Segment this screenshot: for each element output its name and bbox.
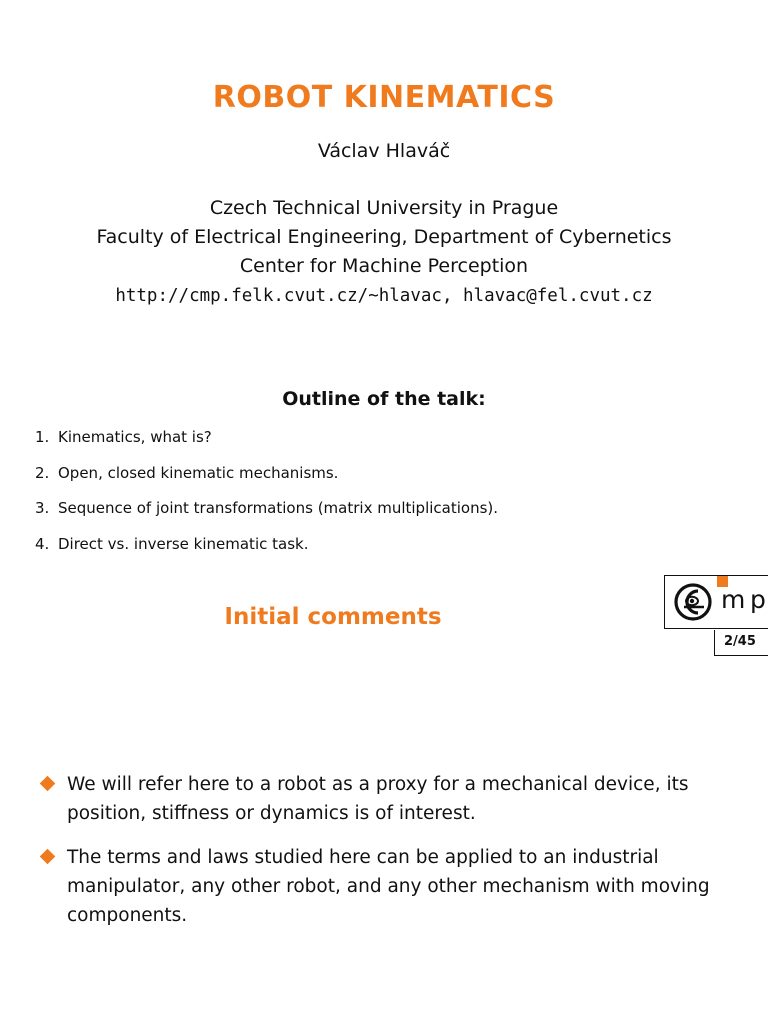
outline-item-text: Direct vs. inverse kinematic task.	[58, 534, 309, 553]
outline-heading: Outline of the talk:	[282, 388, 486, 410]
section-heading: Initial comments	[224, 604, 442, 630]
bullet-list	[40, 770, 744, 945]
outline-item	[35, 425, 498, 461]
page-title: ROBOT KINEMATICS	[212, 80, 556, 115]
logo-letter-m: m	[721, 585, 746, 614]
page-counter: 2/45	[714, 630, 768, 656]
outline-item	[35, 461, 498, 497]
bullet-text: We will refer here to a robot as a proxy for a mechanical device, its position, stiffness or dynamics is of interest.	[67, 774, 689, 824]
bullet-item	[40, 843, 744, 930]
affiliation-university: Czech Technical University in Prague	[209, 197, 559, 219]
affiliation-center: Center for Machine Perception	[239, 255, 529, 277]
outline-item	[35, 532, 498, 568]
logo-letter-p: p	[750, 585, 766, 614]
outline-item-number: 1.	[35, 428, 50, 446]
contact-links: http://cmp.felk.cvut.cz/~hlavac, hlavac@fel.cvut.cz	[115, 286, 653, 306]
outline-item	[35, 496, 498, 532]
outline-item-number: 4.	[35, 534, 50, 553]
outline-item-number: 2.	[35, 463, 50, 482]
affiliation-faculty: Faculty of Electrical Engineering, Department of Cybernetics	[96, 226, 672, 248]
cmp-logo	[664, 575, 768, 629]
bullet-text: The terms and laws studied here can be applied to an industrial manipulator, any other robot, and any other mechanism with moving components.	[67, 847, 710, 926]
outline-item-number: 3.	[35, 499, 50, 517]
outline-item-text: Kinematics, what is?	[58, 428, 212, 446]
cmp-logo-icon	[670, 579, 716, 625]
diamond-bullet-icon	[40, 776, 56, 792]
diamond-bullet-icon	[40, 849, 56, 865]
outline-item-text: Open, closed kinematic mechanisms.	[58, 463, 339, 482]
author-name: Václav Hlaváč	[317, 140, 451, 162]
outline-list	[35, 425, 498, 567]
bullet-item	[40, 770, 744, 828]
outline-item-text: Sequence of joint transformations (matrix multiplications).	[58, 499, 499, 517]
